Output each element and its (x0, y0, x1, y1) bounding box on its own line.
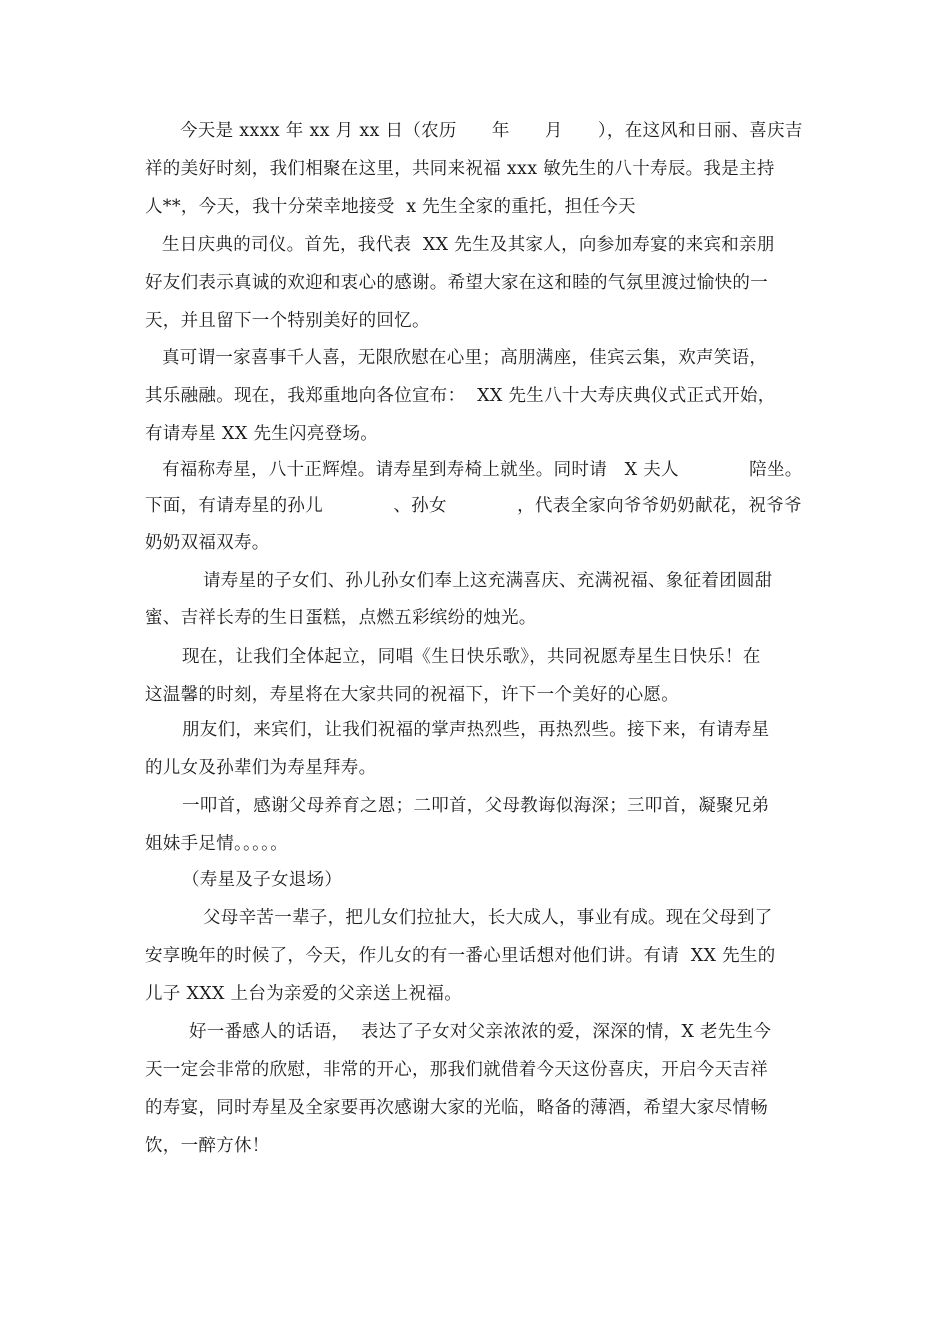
text-line: 饮，一醉方休！ (145, 1136, 270, 1156)
text-line: 好一番感人的话语， 表达了子女对父亲浓浓的爱，深深的情，X 老先生今 (189, 1022, 772, 1042)
text-line: 天，并且留下一个特别美好的回忆。 (145, 311, 430, 331)
text-line: 人**，今天，我十分荣幸地接受 x 先生全家的重托，担任今天 (145, 197, 636, 217)
text-line: 下面，有请寿星的孙儿 、孙女 ，代表全家向爷爷奶奶献花，祝爷爷 (145, 496, 802, 516)
text-line: 儿子 XXX 上台为亲爱的父亲送上祝福。 (145, 984, 462, 1004)
text-line: 天一定会非常的欣慰，非常的开心，那我们就借着今天这份喜庆，开启今天吉祥 (145, 1060, 768, 1080)
text-line: 的儿女及孙辈们为寿星拜寿。 (145, 758, 377, 778)
text-line: 真可谓一家喜事千人喜，无限欣慰在心里；高朋满座，佳宾云集，欢声笑语， (162, 348, 768, 368)
text-line: 奶奶双福双寿。 (145, 533, 270, 553)
text-line: 蜜、吉祥长寿的生日蛋糕，点燃五彩缤纷的烛光。 (145, 608, 537, 628)
text-line: 请寿星的子女们、孙儿孙女们奉上这充满喜庆、充满祝福、象征着团圆甜 (203, 571, 773, 591)
text-line: 有请寿星 XX 先生闪亮登场。 (145, 424, 379, 444)
text-line: 这温馨的时刻，寿星将在大家共同的祝福下，许下一个美好的心愿。 (145, 685, 679, 705)
text-line: 一叩首，感谢父母养育之恩；二叩首，父母教诲似海深；三叩首，凝聚兄弟 (182, 796, 770, 816)
text-line: 姐妹手足情。。。。。 (145, 834, 288, 854)
text-line: 的寿宴，同时寿星及全家要再次感谢大家的光临，略备的薄酒，希望大家尽情畅 (145, 1098, 768, 1118)
text-line: 朋友们，来宾们，让我们祝福的掌声热烈些，再热烈些。接下来，有请寿星 (182, 720, 770, 740)
text-line: 父母辛苦一辈子，把儿女们拉扯大，长大成人，事业有成。现在父母到了 (203, 908, 773, 928)
text-line: 生日庆典的司仪。首先，我代表 XX 先生及其家人，向参加寿宴的来宾和亲朋 (162, 235, 775, 255)
text-line: （寿星及子女退场） (182, 870, 343, 890)
text-line: 今天是 xxxx 年 xx 月 xx 日（农历 年 月 ），在这风和日丽、喜庆吉 (180, 121, 803, 141)
text-line: 祥的美好时刻，我们相聚在这里，共同来祝福 xxx 敏先生的八十寿辰。我是主持 (145, 159, 775, 179)
text-line: 其乐融融。现在，我郑重地向各位宣布： XX 先生八十大寿庆典仪式正式开始， (145, 386, 776, 406)
text-line: 现在，让我们全体起立，同唱《生日快乐歌》，共同祝愿寿星生日快乐！在 (182, 647, 761, 667)
text-line: 安享晚年的时候了，今天，作儿女的有一番心里话想对他们讲。有请 XX 先生的 (145, 946, 776, 966)
text-line: 有福称寿星，八十正辉煌。请寿星到寿椅上就坐。同时请 X 夫人 陪坐。 (162, 460, 803, 480)
text-line: 好友们表示真诚的欢迎和衷心的感谢。希望大家在这和睦的气氛里渡过愉快的一 (145, 273, 768, 293)
